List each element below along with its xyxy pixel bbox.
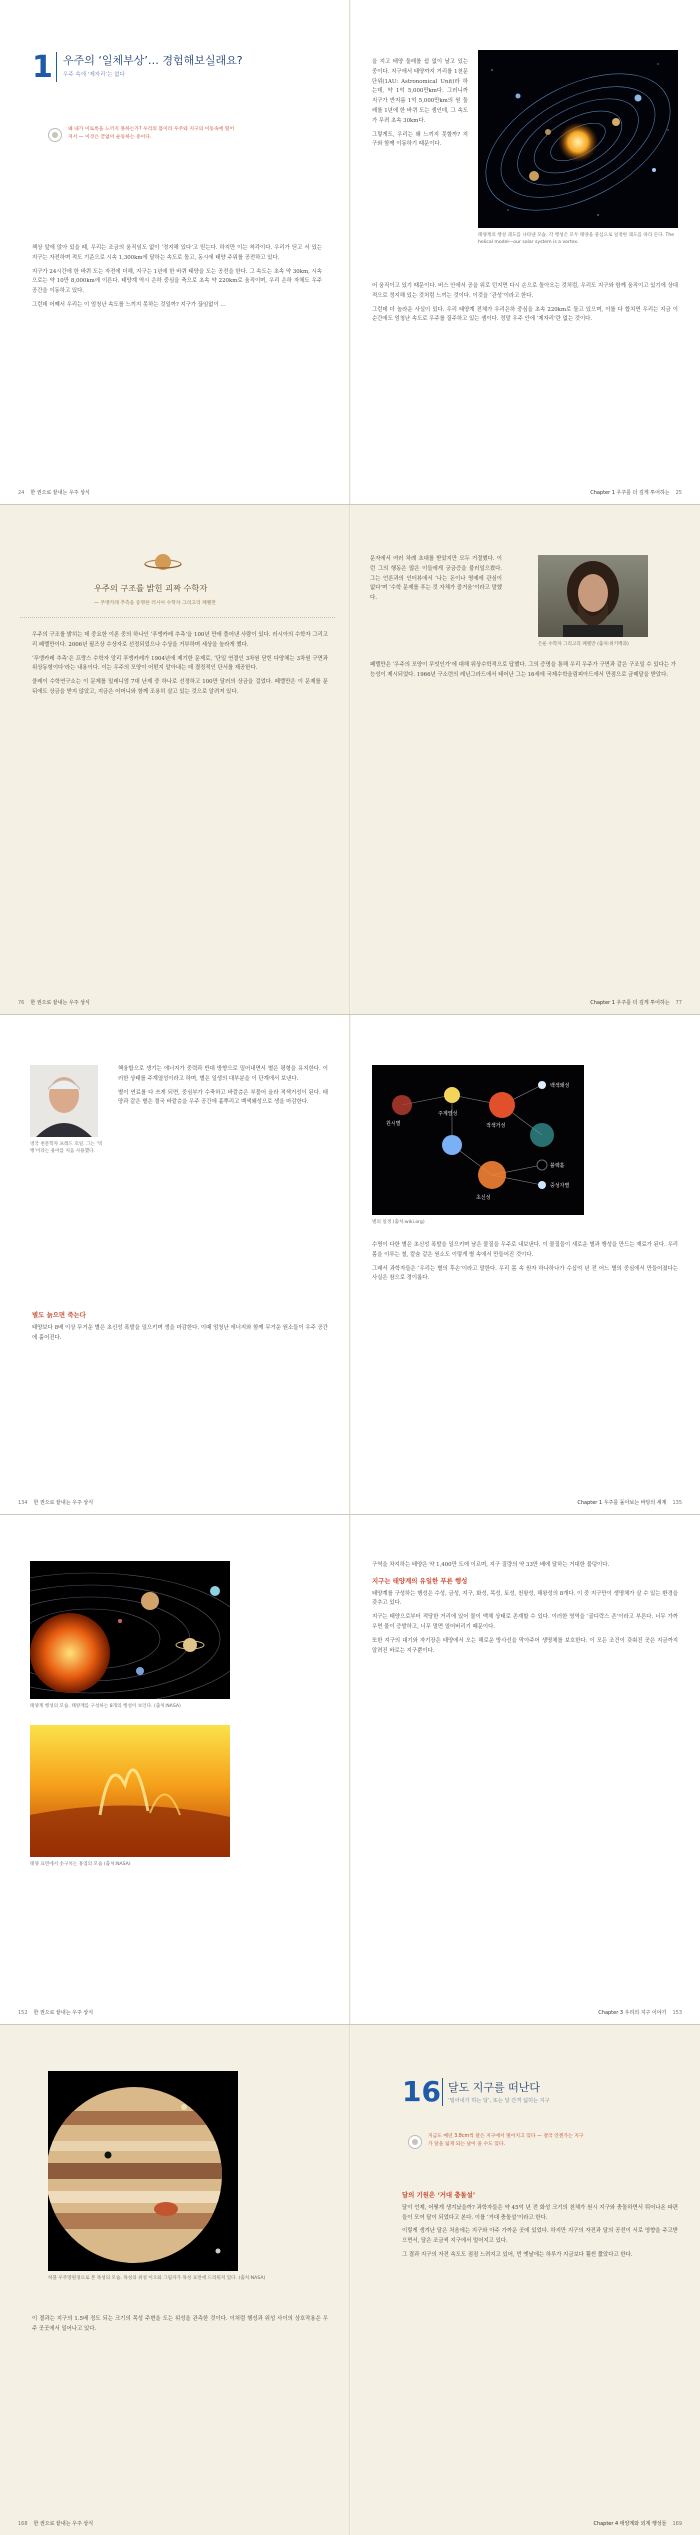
jupiter-image: [48, 2071, 238, 2271]
chapter-title: 달도 지구를 떠난다: [448, 2081, 541, 2094]
lifecycle-svg: [372, 1065, 584, 1215]
chapter-note: 지금도 매년 3.8cm씩 달은 지구에서 멀어지고 있다 — 결국 언젠가는 지구가 달을 잃게 되는 날이 올 수도 있다.: [428, 2134, 584, 2147]
paragraph: 문자에서 여러 차례 초대를 받았지만 모두 거절했다. 이런 그의 행동은 많은 이들에게 궁금증을 불러일으켰다. 그는 언론과의 인터뷰에서 ‘나는 돈이나 명예에 관심이 없다’며 ‘수학 문제를 푸는 것 자체가 즐거움’이라고 말했다.: [370, 556, 502, 602]
photo-caption: 영국 천문학자 프레드 호일. 그는 ‘빅뱅’이라는 용어를 처음 사용했다.: [30, 1142, 103, 1154]
chapter-label: Chapter 1 우주를 더 깊게 투어하는: [590, 1000, 670, 1006]
page-153: [350, 1515, 700, 2024]
diagram-label: 백색왜성: [550, 1083, 570, 1089]
paragraph: 이렇게 생겨난 달은 처음에는 지구와 아주 가까운 곳에 있었다. 하지만 지구의 자전과 달의 공전이 서로 영향을 주고받으면서, 달은 조금씩 지구에서 멀어지고 있다.: [402, 2228, 678, 2245]
book-title: 한 권으로 끝내는 우주 상식: [30, 490, 90, 496]
paragraph: 을 지고 태양 둘레를 쉼 없이 날고 있는 중이다. 지구에서 태양까지 거리를 1천문단위(1AU: Astronomical Unit)라 하는데, 약 1억 5,000만km다. 그러니까 지구가 반지름 1억 5,000만km의 원 둘레를 1년에 한 바퀴 도는 셈인데, 그 속도가 무려 초속 30km다.: [372, 59, 468, 124]
gutter: [349, 0, 351, 504]
solar-system-image: [30, 1561, 230, 1699]
body-text-left: [32, 631, 328, 702]
star-lifecycle-diagram: [372, 1065, 584, 1215]
paragraph: 우주의 구조를 밝히는 데 중요한 이론 중의 하나인 ‘푸앵카레 추측’을 100년 만에 풀어낸 사람이 있다. 러시아의 수학자 그리고리 페렐만이다. 2006년 필즈상 수상자로 선정되었으나 수상을 거부하며 세상을 놀라게 했다.: [32, 632, 328, 648]
page-134: [0, 1015, 350, 1514]
diagram-label: 원시별: [386, 1121, 401, 1127]
chapter-number: 16: [402, 2075, 441, 2108]
body-text-right: [372, 1561, 678, 1660]
diagram-label: 블랙홀: [550, 1163, 565, 1169]
book-title: 한 권으로 끝내는 우주 상식: [33, 2521, 94, 2527]
box-title: 우주의 구조를 밝힌 괴짜 수학자: [94, 583, 208, 593]
book-title: 한 권으로 끝내는 우주 상식: [30, 1000, 90, 1006]
page-24: [0, 0, 350, 504]
body-text-right-top: [370, 555, 502, 608]
footer-left: [18, 2009, 99, 2016]
image-caption: 태양계의 행성 궤도를 나타낸 모습. 각 행성은 모두 태양을 중심으로 일정한 궤도를 따라 돈다. The helical model—our solar system is a vortex.: [478, 233, 675, 245]
spread-1: [0, 0, 700, 505]
footer-right: [584, 489, 682, 496]
page-number: 134: [18, 1500, 28, 1506]
paragraph: 구역을 차지하는 태양은 약 1,400만 도에 이르며, 지구 질량의 약 33만 배에 달하는 거대한 불덩이다.: [372, 1562, 610, 1568]
sub-heading: 지구는 태양계의 유일한 푸른 행성: [372, 1576, 468, 1585]
body-text-right-bottom: [372, 282, 678, 329]
paragraph: ‘푸앵카레 추측’은 프랑스 수학자 앙리 푸앵카레가 1904년에 제기한 문제로, ‘단일 연결인 3차원 닫힌 다양체는 3차원 구면과 위상동형이다’라는 내용이다. 이는 우주의 모양이 어떤지 알아내는 데 결정적인 단서를 제공한다.: [32, 655, 328, 672]
footer-left: [18, 1499, 99, 1506]
paragraph: 지구는 태양으로부터 적당한 거리에 있어 물이 액체 상태로 존재할 수 있다. 이러한 영역을 ‘골디락스 존’이라고 부른다. 너무 가까우면 물이 증발하고, 너무 멀면 얼어버리기 때문이다.: [372, 1614, 678, 1630]
paragraph: 별이 연료를 다 쓰게 되면, 중심부가 수축하고 바깥층은 부풀어 올라 적색거성이 된다. 태양과 같은 별은 결국 바깥층을 우주 공간에 흩뿌리고 백색왜성으로 생을 마감한다.: [118, 1089, 328, 1106]
gutter: [349, 1015, 351, 1514]
page-number: 168: [18, 2521, 28, 2527]
footer-left: [18, 999, 96, 1006]
paragraph: 지구가 24시간에 한 바퀴 도는 자전에 더해, 지구는 1년에 한 바퀴 태양을 도는 공전을 한다. 그 속도는 초속 약 30km, 시속으로는 약 10만 8,000km에 이른다. 태양계 역시 은하 중심을 축으로 초속 약 220km로 움직이며, 우리 은하 자체도 우주 공간을 이동하고 있다.: [32, 268, 322, 295]
spread-4: [0, 1515, 700, 2025]
chapter-rule: [442, 2078, 443, 2106]
footer-right: [587, 2520, 682, 2527]
page-77: [350, 505, 700, 1014]
book-title: 한 권으로 끝내는 우주 상식: [33, 1500, 94, 1506]
hoyle-photo: [30, 1065, 98, 1137]
spread-3: [0, 1015, 700, 1515]
solar-orbit-image: [478, 50, 678, 228]
sub-heading: 별도 늙으면 죽는다: [32, 1311, 86, 1319]
sub-heading: 달의 기원은 ‘거대 충돌설’: [402, 2191, 476, 2199]
perelman-photo: [538, 555, 648, 637]
body-text-left: [32, 244, 322, 315]
paragraph: 태양보다 8배 이상 무거운 별은 초신성 폭발을 일으키며 생을 마감한다. 이때 엄청난 에너지와 함께 무거운 원소들이 우주 공간에 흩어진다.: [32, 1324, 328, 1341]
note-icon: [408, 2135, 422, 2149]
chapter-label: Chapter 1 우주를 더 깊게 투어하는: [590, 490, 670, 496]
image-caption-1: 태양계 행성의 모습. 태양계를 구성하는 8개의 행성이 보인다. (출처:NASA): [30, 1704, 181, 1709]
paragraph: 수명이 다한 별은 초신성 폭발을 일으키며 남은 물질을 우주로 내보낸다. 이 물질들이 새로운 별과 행성을 만드는 재료가 된다. 우리 몸을 이루는 철, 칼슘 같은 원소도 이렇게 별 속에서 만들어진 것이다.: [372, 1242, 678, 1258]
page-number: 152: [18, 2010, 28, 2016]
footer-left: [18, 489, 96, 496]
paragraph: 달이 언제, 어떻게 생겨났을까? 과학자들은 약 45억 년 전 화성 크기의 천체가 원시 지구와 충돌하면서 튀어나온 파편들이 모여 달이 되었다고 본다. 이를 ‘거대 충돌설’이라고 한다.: [402, 2204, 678, 2221]
portrait-illustration: [30, 1065, 98, 1137]
paragraph: 그래서 과학자들은 ‘우리는 별의 후손’이라고 말한다. 우리 몸 속 원자 하나하나가 수십억 년 전 어느 별의 중심에서 만들어졌다는 사실은 참으로 경이롭다.: [372, 1265, 678, 1282]
chapter-rule: [56, 52, 57, 82]
book-title: 한 권으로 끝내는 우주 상식: [33, 2010, 94, 2016]
page-76: [0, 505, 350, 1014]
paragraph: 핵융합으로 생기는 에너지가 중력과 반대 방향으로 밀어내면서 별은 평형을 유지한다. 이러한 상태를 주계열성이라고 하며, 별은 일생의 대부분을 이 단계에서 보낸다.: [118, 1066, 328, 1082]
box-subtitle: — 푸앵카레 추측을 증명한 러시아 수학자 그리고리 페렐만: [94, 601, 217, 606]
solar-prominence-image: [30, 1725, 230, 1857]
prominence-illustration: [30, 1725, 230, 1857]
page-152: [0, 1515, 350, 2024]
page-number: 25: [675, 490, 682, 496]
gutter: [349, 2025, 351, 2535]
image-caption-2: 태양 표면에서 솟구치는 홍염의 모습 (출처:NASA): [30, 1862, 131, 1867]
diagram-label: 적색거성: [486, 1123, 506, 1129]
paragraph: 클레이 수학연구소는 이 문제를 밀레니엄 7대 난제 중 하나로 선정하고 100만 달러의 상금을 걸었다. 페렐만은 이 문제를 푼 뒤에도 상금을 받지 않았고, 지금은 어머니와 함께 조용히 살고 있는 것으로 알려져 있다.: [32, 679, 328, 695]
body-text-right: [372, 1241, 678, 1288]
page-135: [350, 1015, 700, 1514]
diagram-label: 주계열성: [438, 1111, 458, 1117]
diagram-label: 초신성: [476, 1195, 491, 1201]
photo-caption: 은둔 수학자 그리고리 페렐만 (출처:위키백과): [538, 642, 629, 647]
divider: [20, 617, 335, 618]
paragraph: 그런데 어째서 우리는 이 엄청난 속도를 느끼지 못하는 것일까? 지구가 끊임없이 …: [32, 301, 226, 308]
paragraph: 그 결과 지구의 자전 속도도 점점 느려지고 있어, 먼 옛날에는 하루가 지금보다 훨씬 짧았다고 한다.: [402, 2251, 633, 2258]
solar-system-illustration: [30, 1561, 230, 1699]
page-number: 76: [18, 1000, 25, 1006]
note-icon: [48, 128, 62, 142]
image-caption: 허블 우주망원경으로 본 목성의 모습. 목성의 위성 이오와 그림자가 목성 표면에 드리워져 있다. (출처:NASA): [48, 2276, 266, 2281]
sub-section: [32, 1305, 328, 1347]
body-text-left: [118, 1065, 328, 1112]
gutter: [349, 505, 351, 1014]
body-text-right-top: [372, 58, 468, 154]
body-text-left: [32, 2315, 328, 2339]
paragraph: 그렇게도, 우리는 왜 느끼지 못할까? 지구와 함께 이동하기 때문이다.: [372, 131, 468, 148]
page-number: 135: [672, 1500, 682, 1506]
page-number: 24: [18, 490, 25, 496]
chapter-title: 우주의 ‘일체부상’… 경험해보실래요?: [63, 54, 243, 67]
footer-right: [584, 999, 682, 1006]
helical-orbit-illustration: [478, 50, 678, 228]
diagram-label: 중성자별: [550, 1183, 570, 1189]
jupiter-illustration: [48, 2071, 238, 2271]
body-text-right-bottom: [370, 661, 676, 685]
page-168: [0, 2025, 350, 2535]
paragraph: 태양계를 구성하는 행성은 수성, 금성, 지구, 화성, 목성, 토성, 천왕성, 해왕성의 8개다. 이 중 지구만이 생명체가 살 수 있는 환경을 갖추고 있다.: [372, 1590, 678, 1607]
paragraph: 또한 지구의 대기와 자기장은 태양에서 오는 해로운 방사선을 막아주어 생명체를 보호한다. 이 모든 조건이 갖춰진 곳은 지금까지 알려진 바로는 지구뿐이다.: [372, 1637, 678, 1654]
paragraph: 책상 앞에 앉아 있을 때, 우리는 조금의 움직임도 없이 ‘정지해 있다’고 믿는다. 하지만 이는 착각이다. 우리가 딛고 서 있는 지구는 자전하며 적도 기준으로 시속 1,300km에 달하는 속도로 돌고, 동시에 태양 주위를 공전하고 있다.: [32, 245, 322, 261]
diagram-caption: 별의 일생 (출처:wiki.org): [372, 1220, 425, 1225]
chapter-label: Chapter 3 우리의 지구 이야기: [598, 2010, 667, 2016]
page-25: [350, 0, 700, 504]
paragraph: 이 결과는 지구의 1.5배 정도 되는 크기의 목성 주변을 도는 위성을 관측한 것이다. 이처럼 행성과 위성 사이의 상호작용은 우주 곳곳에서 일어나고 있다.: [32, 2316, 328, 2332]
body-text-right: [402, 2185, 678, 2265]
chapter-subtitle: ‘밀어내기 하는 달’, 또는 달 간격 넓히는 지구: [448, 2098, 550, 2104]
planet-icon: [143, 550, 183, 574]
footer-left: [18, 2520, 99, 2527]
portrait-illustration: [538, 555, 648, 637]
spread-2: [0, 505, 700, 1015]
chapter-number: 1: [32, 50, 53, 85]
paragraph: 페렐만은 ‘우주의 모양이 무엇인가’에 대해 위상수학적으로 답했다. 그의 증명을 통해 우리 우주가 구면과 같은 구조일 수 있다는 가능성이 제시되었다. 1966년 구소련의 레닌그라드에서 태어난 그는 16세에 국제수학올림피아드에서 만점으로 금메달을 받았다.: [370, 662, 676, 678]
chapter-note: 왜 내가 이토록을 느끼지 못하는가? 우리의 몸이라 우주와 지구의 이동속에 떨어져서 — 이것은 끝없이 운동하는 중이다.: [68, 127, 235, 140]
spread-5: [0, 2025, 700, 2535]
paragraph: 어 움직이고 있기 때문이다. 버스 안에서 공을 위로 던지면 다시 손으로 돌아오는 것처럼, 우리도 지구와 함께 움직이고 있기에 상대적으로 정지해 있는 것처럼 느끼는 것이다. 이것을 ‘관성’이라고 한다.: [372, 283, 678, 299]
page-number: 77: [675, 1000, 682, 1006]
chapter-label: Chapter 1 우주를 돌아보는 바탕의 세계: [577, 1500, 667, 1506]
page-number: 153: [672, 2010, 682, 2016]
paragraph: 그런데 더 놀라운 사실이 있다. 우리 태양계 전체가 우리은하 중심을 초속 220km로 돌고 있으며, 이를 다 합치면 우리는 지금 이 순간에도 엄청난 속도로 우주를 질주하고 있는 셈이다. 정말 우주 안에 ‘제자리’란 없는 것이다.: [372, 306, 678, 323]
chapter-label: Chapter 4 태양계와 외계 행성들: [593, 2521, 667, 2527]
footer-right: [571, 1499, 682, 1506]
gutter: [349, 1515, 351, 2024]
footer-right: [592, 2009, 682, 2016]
page-169: [350, 2025, 700, 2535]
page-number: 169: [672, 2521, 682, 2527]
chapter-subtitle: 우주 속에 ‘제자리’는 없다: [63, 72, 125, 78]
